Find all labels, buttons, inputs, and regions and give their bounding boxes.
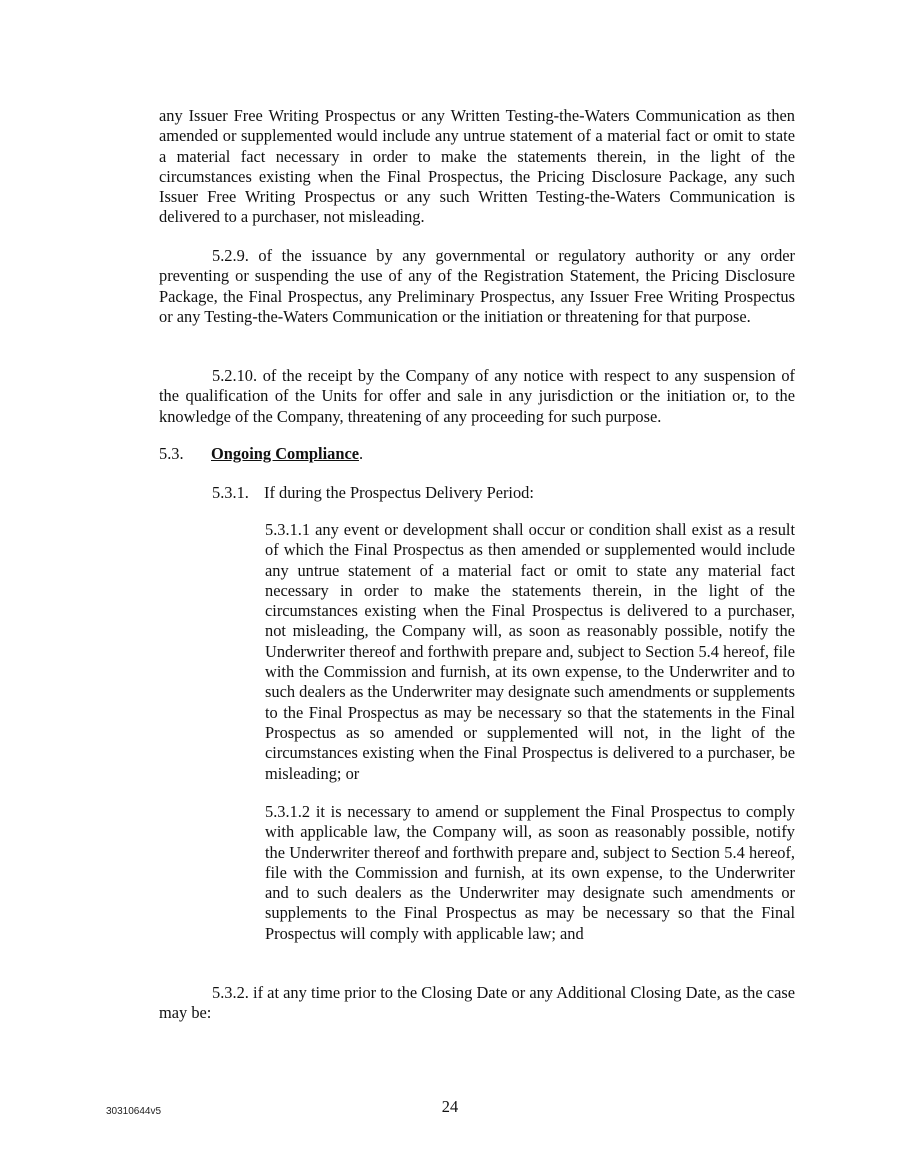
section-title: Ongoing Compliance — [211, 444, 359, 463]
section-title-suffix: . — [359, 444, 364, 463]
item-5-3-1-2: 5.3.1.2 it is necessary to amend or supplement the Final Prospectus to comply with applicable law, the Company will, as soon as reasonably possible, notify the Underwriter thereof and forthwith prepare and, subject to Section 5.4 hereof, file with the Commission and furnish, at its own expense, to the Underwriter and to such dealers as the Underwriter may designate such amendments or supplements to the Final Prospectus as may be necessary so that the Final Prospectus will comply with applicable law; and — [265, 802, 795, 943]
section-heading — [159, 444, 795, 464]
paragraph-5-2-9: 5.2.9. of the issuance by any governmental or regulatory authority or any order preventing or suspending the use of any of the Registration Statement, the Pricing Disclosure Package, the Final Prospectus, any Preliminary Prospectus, any Issuer Free Writing Prospectus or any Testing-the-Waters Communication or the initiation or threatening for that purpose. — [159, 246, 795, 326]
subsection-number: 5.3.1. — [212, 483, 249, 502]
subsection-5-3-1 — [212, 483, 795, 503]
paragraph-5-2-10: 5.2.10. of the receipt by the Company of any notice with respect to any suspension of the qualification of the Units for offer and sale in any jurisdiction or the initiation or, to the knowledge of the Company, threatening of any proceeding for such purpose. — [159, 366, 795, 426]
page-number: 24 — [441, 1097, 459, 1116]
paragraph-5-3-2: 5.3.2. if at any time prior to the Closing Date or any Additional Closing Date, as the case may be: — [159, 983, 795, 1023]
paragraph-continuation: any Issuer Free Writing Prospectus or any Written Testing-the-Waters Communication as then amended or supplemented would include any untrue statement of a material fact or omit to state a material fact necessary in order to make the statements therein, in the light of the circumstances existing when the Final Prospectus, the Pricing Disclosure Package, any such Issuer Free Writing Prospectus or any such Written Testing-the-Waters Communication is delivered to a purchaser, not misleading. — [159, 106, 795, 227]
section-number: 5.3. — [159, 444, 184, 463]
subsection-text: If during the Prospectus Delivery Period: — [264, 483, 534, 502]
document-id: 30310644v5 — [106, 1106, 162, 1117]
item-5-3-1-1: 5.3.1.1 any event or development shall occur or condition shall exist as a result of which the Final Prospectus as then amended or supplemented would include any untrue statement of a material fact or omit to state any material fact necessary in order to make the statements therein, in the light of the circumstances existing when the Final Prospectus is delivered to a purchaser, not misleading, the Company will, as soon as reasonably possible, notify the Underwriter thereof and forthwith prepare and, subject to Section 5.4 hereof, file with the Commission and furnish, at its own expense, to the Underwriter and to such dealers as the Underwriter may designate such amendments or supplements to the Final Prospectus as may be necessary so that the statements in the Final Prospectus as so amended or supplemented will not, in the light of the circumstances existing when the Final Prospectus is delivered to a purchaser, be misleading; or — [265, 520, 795, 783]
